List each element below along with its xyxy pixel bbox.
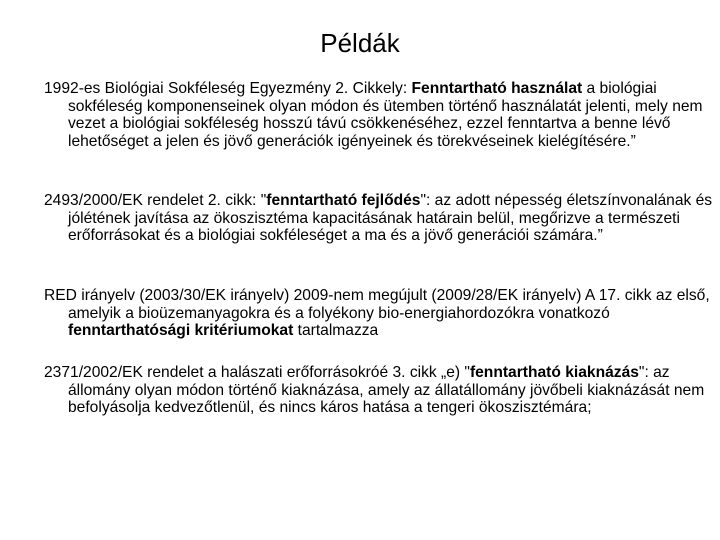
paragraph-red-directive: [44, 287, 713, 340]
paragraph-text: 2371/2002/EK rendelet a halászati erőforrásokróé 3. cikk „e) ": [44, 364, 470, 381]
paragraph-text: ": az állomány olyan módon történő kiaknázása, amely az állatállomány jövőbeli kiaknázását nem befolyásolja kedvezőtlenül, és nincs káros hatása a tengeri ökoszisztémára;: [68, 364, 705, 417]
paragraph-text: a biológiai sokféleség komponenseinek olyan módon és ütemben történő használatát jelenti, mely nem vezet a biológiai sokféleség hosszú távú csökkenéséhez, ezzel fenntartva a benne lévő lehetőséget a jelen és jövő generációk igényeinek és törekvéseinek kielégítésére.”: [68, 80, 703, 150]
paragraph-bold-term: Fenntartható használat: [411, 80, 583, 97]
paragraph-biodiversity-convention: [44, 80, 713, 150]
paragraph-bold-term: fenntarthatósági kritériumokat: [68, 322, 294, 340]
slide-title: Példák: [320, 28, 400, 58]
paragraph-text: RED irányelv (2003/30/EK irányelv) 2009-nem megújult (2009/28/EK irányelv) A 17. cikk az első, amelyik a bioüzemanyagokra és a folyékony bio-energiahordozókra vonatkozó: [44, 287, 710, 322]
paragraph-bold-term: fenntartható kiaknázás: [469, 364, 639, 381]
paragraph-text: 2493/2000/EK rendelet 2. cikk: ": [44, 192, 267, 209]
paragraph-text: 1992-es Biológiai Sokféleség Egyezmény 2. Cikkely:: [44, 80, 412, 97]
paragraph-ec-regulation-2493: [44, 192, 713, 245]
paragraph-bold-term: fenntartható fejlődés: [266, 192, 421, 209]
paragraph-ec-regulation-2371: [44, 364, 713, 417]
paragraph-text: tartalmazza: [293, 322, 379, 340]
paragraph-text: ": az adott népesség életszínvonalának és jólétének javítása az ökoszisztéma kapacitásának határain belül, megőrizve a természeti erőforrásokat és a biológiai sokféleséget a ma és a jövő generációi számára.”: [68, 192, 713, 245]
